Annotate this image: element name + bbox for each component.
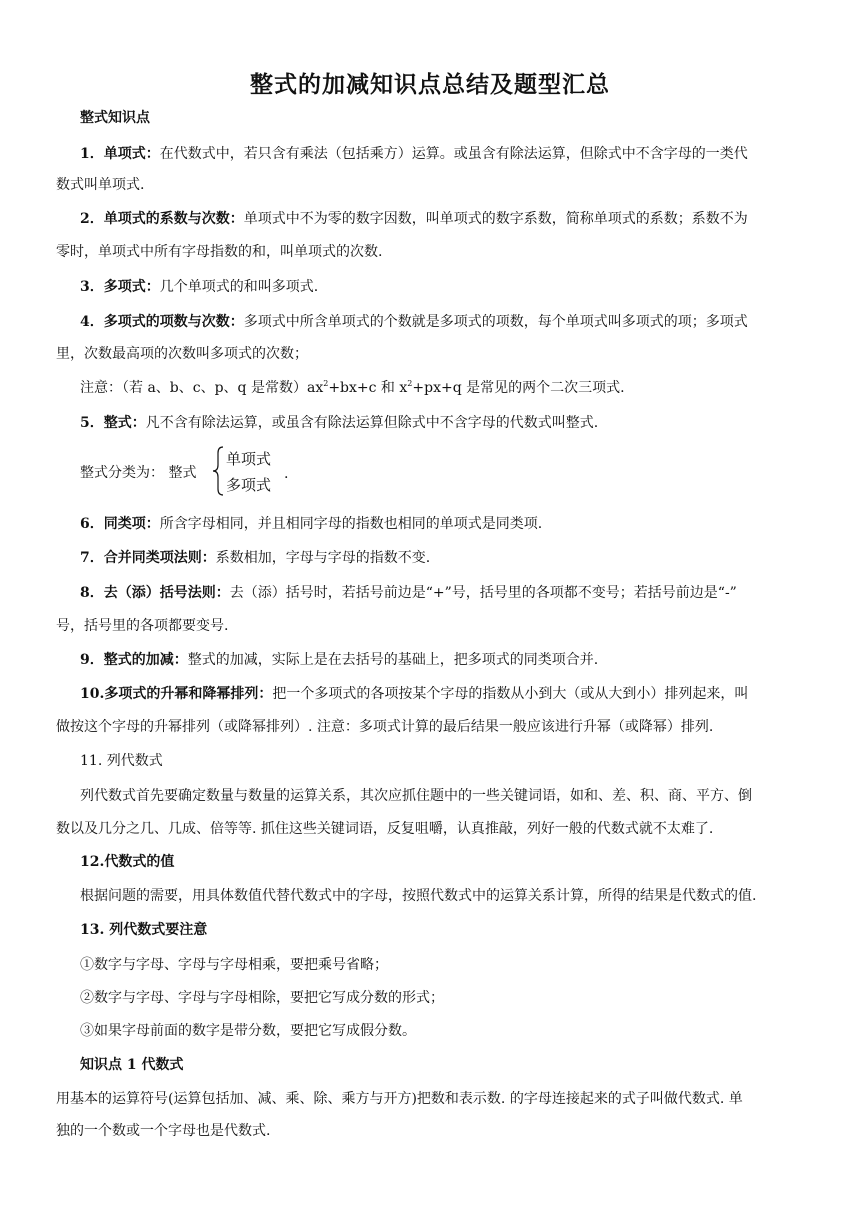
paragraph-text: 所含字母相同，并且相同字母的指数也相同的单项式是同类项. — [159, 516, 543, 532]
paragraph-10 — [80, 684, 812, 704]
term-label: 1．单项式： — [80, 146, 160, 162]
classification-diagram — [80, 446, 380, 498]
paragraph-11-cont: 数以及几分之几、几成、倍等等. 抓住这些关键词语，反复咀嚼，认真推敲，列好一般的代数式就不太难了. — [56, 821, 714, 837]
paragraph-text: 几个单项式的和叫多项式. — [159, 279, 319, 295]
paragraph-text: 整式的加减，实际上是在去括号的基础上，把多项式的同类项合并. — [187, 652, 599, 668]
knowledge-point-1-cont: 独的一个数或一个字母也是代数式. — [56, 1123, 271, 1139]
left-brace-icon — [211, 446, 225, 496]
paragraph-text: 把一个多项式的各项按某个字母的指数从小到大（或从大到小）排列起来，叫 — [272, 686, 749, 702]
note-line — [80, 378, 812, 398]
paragraph-text: 在代数式中，若只含有乘法（包括乘方）运算。或虽含有除法运算，但除式中不含字母的一类代 — [159, 146, 748, 162]
section-13-heading: 13. 列代数式要注意 — [80, 922, 208, 938]
paragraph-2 — [80, 209, 812, 229]
knowledge-point-1-text: 用基本的运算符号(运算包括加、减、乘、除、乘方与开方)把数和表示数. 的字母连接起来的式子叫做代数式. 单 — [56, 1091, 743, 1107]
term-label: 5．整式： — [80, 415, 146, 431]
section-11-heading: 11. 列代数式 — [80, 753, 163, 769]
classification-option: 多项式 — [226, 476, 272, 494]
section-heading: 整式知识点 — [80, 110, 150, 126]
note-text: 注意：（若 a、b、c、p、q 是常数）ax — [80, 380, 324, 396]
classification-label: 整式分类为： 整式 — [80, 465, 197, 481]
paragraph-text: 单项式中不为零的数字因数，叫单项式的数字系数，简称单项式的系数；系数不为 — [243, 211, 748, 227]
term-label: 8．去（添）括号法则： — [80, 585, 230, 601]
exponent: 2 — [323, 379, 329, 388]
paragraph-text: 凡不含有除法运算，或虽含有除法运算但除式中不含字母的代数式叫整式. — [145, 415, 599, 431]
paragraph-8-cont: 号，括号里的各项都要变号. — [56, 618, 229, 634]
paragraph-text: 多项式中所含单项式的个数就是多项式的项数，每个单项式叫多项式的项；多项式 — [243, 314, 748, 330]
paragraph-1 — [80, 144, 812, 164]
exponent: 2 — [407, 379, 413, 388]
paragraph-6 — [80, 514, 812, 534]
term-label: 9．整式的加减： — [80, 652, 188, 668]
term-label: 6．同类项： — [80, 516, 160, 532]
paragraph-3 — [80, 277, 812, 297]
term-label: 2．单项式的系数与次数： — [80, 211, 244, 227]
paragraph-2-cont: 零时，单项式中所有字母指数的和，叫单项式的次数. — [56, 244, 383, 260]
list-item: ②数字与字母、字母与字母相除，要把它写成分数的形式； — [80, 990, 444, 1006]
paragraph-11: 列代数式首先要确定数量与数量的运算关系，其次应抓住题中的一些关键词语，如和、差、积、商、平方、倒 — [80, 788, 752, 804]
term-label: 4．多项式的项数与次数： — [80, 314, 244, 330]
term-label: 10.多项式的升幂和降幂排列： — [80, 686, 273, 702]
note-text: +bx+c 和 x — [328, 380, 408, 396]
paragraph-text: 去（添）括号时，若括号前边是“+”号，括号里的各项都不变号；若括号前边是“-” — [229, 585, 737, 601]
term-label: 7．合并同类项法则： — [80, 550, 216, 566]
paragraph-8 — [80, 583, 812, 603]
paragraph-9 — [80, 650, 812, 670]
paragraph-5 — [80, 413, 812, 433]
period: . — [284, 466, 289, 482]
paragraph-4-cont: 里，次数最高项的次数叫多项式的次数； — [56, 346, 308, 362]
paragraph-1-cont: 数式叫单项式. — [56, 177, 145, 193]
note-text: +px+q 是常见的两个二次三项式. — [412, 380, 625, 396]
classification-option: 单项式 — [226, 450, 272, 468]
paragraph-10-cont: 做按这个字母的升幂排列（或降幂排列）. 注意：多项式计算的最后结果一般应该进行升幂（或降幂）排列. — [56, 719, 714, 735]
section-12-heading: 12.代数式的值 — [80, 854, 175, 870]
knowledge-point-1-heading: 知识点 1 代数式 — [80, 1057, 184, 1073]
paragraph-4 — [80, 312, 812, 332]
page-title: 整式的加减知识点总结及题型汇总 — [250, 71, 610, 98]
paragraph-12: 根据问题的需要，用具体数值代替代数式中的字母，按照代数式中的运算关系计算，所得的结果是代数式的值. — [80, 888, 757, 904]
paragraph-text: 系数相加，字母与字母的指数不变. — [215, 550, 431, 566]
list-item: ③如果字母前面的数字是带分数，要把它写成假分数。 — [80, 1023, 416, 1039]
paragraph-7 — [80, 548, 812, 568]
list-item: ①数字与字母、字母与字母相乘，要把乘号省略； — [80, 957, 388, 973]
term-label: 3．多项式： — [80, 279, 160, 295]
